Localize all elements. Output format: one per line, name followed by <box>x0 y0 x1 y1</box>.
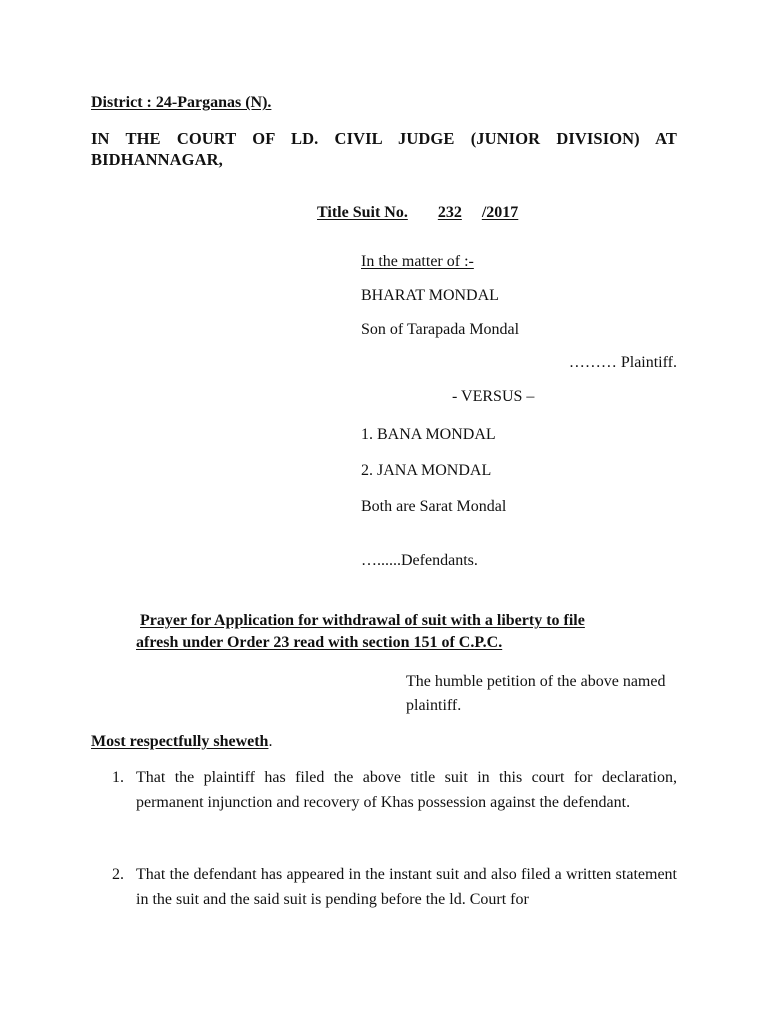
plaintiff-name: BHARAT MONDAL <box>361 287 499 304</box>
versus-label: - VERSUS – <box>452 388 535 405</box>
plaintiff-role: ……… Plaintiff. <box>568 354 677 371</box>
court-title: IN THE COURT OF LD. CIVIL JUDGE (JUNIOR DIVISION) AT BIDHANNAGAR, <box>91 129 677 169</box>
plaintiff-parent: Son of Tarapada Mondal <box>361 321 520 338</box>
petition-intro: The humble petition of the above named plaintiff. <box>406 673 666 714</box>
matter-heading: In the matter of :- <box>361 253 474 270</box>
sheweth-punct: . <box>268 733 273 750</box>
title-suit-line <box>317 203 518 223</box>
title-suit-year: /2017 <box>481 204 519 221</box>
title-suit-label: Title Suit No. <box>317 204 408 221</box>
prayer-line-1: Prayer for Application for withdrawal of suit with a liberty to file <box>140 612 585 629</box>
paragraph-2-number: 2. <box>112 866 124 883</box>
paragraph-1-text: That the plaintiff has filed the above title suit in this court for declaration, permanent injunction and recovery of Khas possession against the defendant. <box>136 769 677 811</box>
district-line: District : 24-Parganas (N). <box>91 94 272 111</box>
sheweth-label: Most respectfully sheweth <box>91 733 269 750</box>
prayer-heading <box>136 610 656 654</box>
paragraph-2-text: That the defendant has appeared in the instant suit and also filed a written statement in the suit and the said suit is pending before the ld. Court for <box>136 866 677 908</box>
sheweth-line <box>91 732 272 752</box>
defendants-parent: Both are Sarat Mondal <box>361 498 507 515</box>
defendant-1: 1. BANA MONDAL <box>361 426 496 443</box>
defendants-role: …......Defendants. <box>361 552 478 569</box>
prayer-line-2: afresh under Order 23 read with section 151 of C.P.C. <box>136 634 503 651</box>
title-suit-number: 232 <box>437 204 462 221</box>
paragraph-1-number: 1. <box>112 769 124 786</box>
defendant-2: 2. JANA MONDAL <box>361 462 492 479</box>
